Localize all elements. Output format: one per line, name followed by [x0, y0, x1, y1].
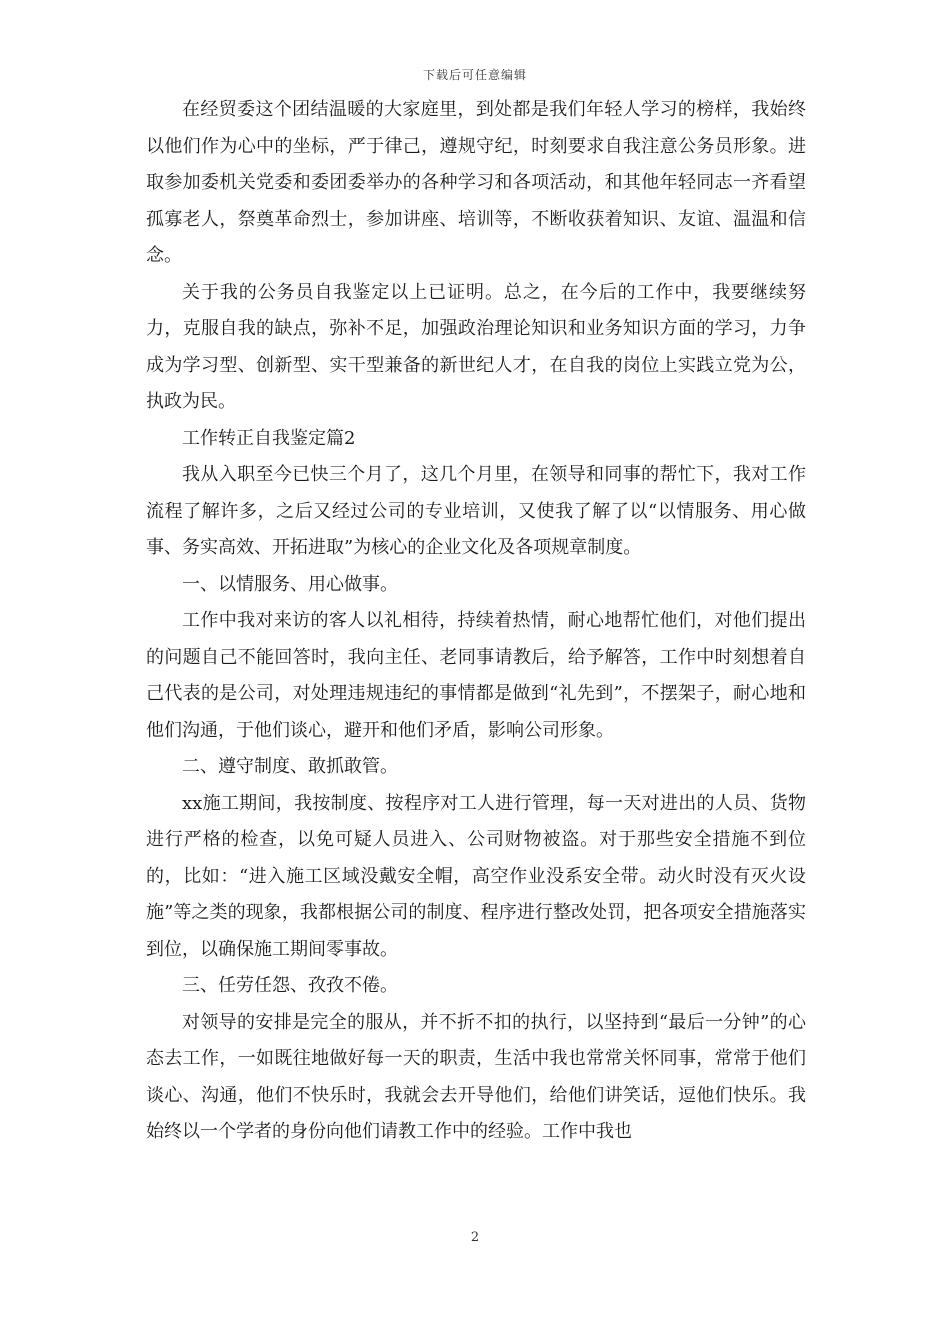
section-heading: 工作转正自我鉴定篇2	[182, 427, 356, 449]
paragraph: 对领导的安排是完全的服从，并不折不扣的执行，以坚持到“最后一分钟”的心态去工作，一如既往地做好每一天的职责，生活中我也常常关怀同事，常常于他们谈心、沟通，他们不快乐时，我就会去开导他们，给他们讲笑话，逗他们快乐。我始终以一个学者的身份向他们请教工作中的经验。工作中我也	[146, 1011, 806, 1142]
page-header: 下载后可任意编辑	[422, 68, 527, 82]
paragraph: 关于我的公务员自我鉴定以上已证明。总之，在今后的工作中，我要继续努力，克服自我的缺点，弥补不足，加强政治理论知识和业务知识方面的学习，力争成为学习型、创新型、实干型兼备的新世纪人才，在自我的岗位上实践立党为公，执政为民。	[146, 281, 806, 412]
document-body	[146, 92, 806, 1151]
subsection-heading: 一、以情服务、用心做事。	[182, 573, 398, 595]
subsection-heading: 三、任劳任怨、孜孜不倦。	[182, 975, 398, 996]
paragraph: 我从入职至今已快三个月了，这几个月里，在领导和同事的帮忙下，我对工作流程了解许多，之后又经过公司的专业培训，又使我了解了以“以情服务、用心做事、务实高效、开拓进取”为核心的企业文化及各项规章制度。	[146, 464, 806, 558]
paragraph: xx施工期间，我按制度、按程序对工人进行管理，每一天对进出的人员、货物进行严格的检查，以免可疑人员进入、公司财物被盗。对于那些安全措施不到位的，比如：“进入施工区域没戴安全帽，高空作业没系安全带。动火时没有灭火设施”等之类的现象，我都根据公司的制度、程序进行整改处罚，把各项安全措施落实到位，以确保施工期间零事故。	[146, 792, 806, 960]
paragraph: 在经贸委这个团结温暖的大家庭里，到处都是我们年轻人学习的榜样，我始终以他们作为心中的坐标，严于律己，遵规守纪，时刻要求自我注意公务员形象。进取参加委机关党委和委团委举办的各种学习和各项活动，和其他年轻同志一齐看望孤寡老人，祭奠革命烈士，参加讲座、培训等，不断收获着知识、友谊、温温和信念。	[146, 99, 806, 266]
page-number: 2	[470, 1230, 480, 1245]
paragraph: 工作中我对来访的客人以礼相待，持续着热情，耐心地帮忙他们，对他们提出的问题自己不能回答时，我向主任、老同事请教后，给予解答，工作中时刻想着自己代表的是公司，对处理违规违纪的事情都是做到“礼先到”，不摆架子，耐心地和他们沟通，于他们谈心，避开和他们矛盾，影响公司形象。	[146, 610, 806, 741]
subsection-heading: 二、遵守制度、敢抓敢管。	[182, 756, 398, 777]
